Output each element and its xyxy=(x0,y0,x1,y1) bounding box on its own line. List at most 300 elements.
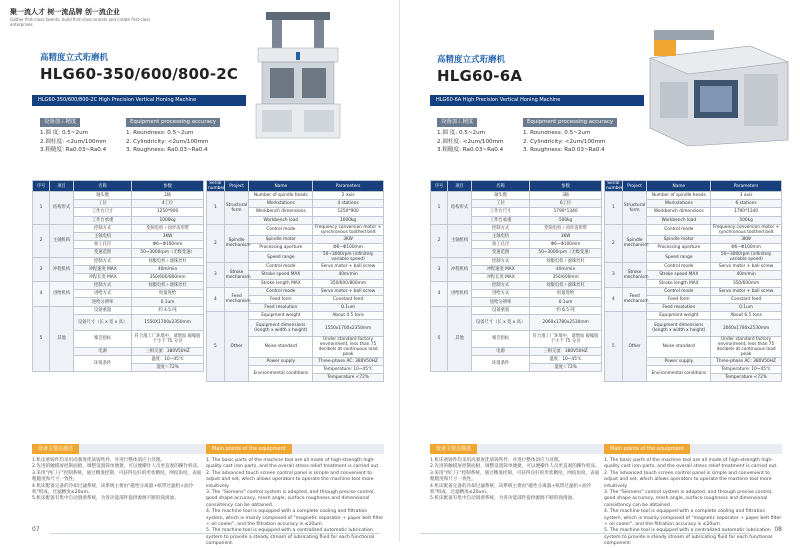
param-value: 3KW xyxy=(313,235,384,243)
param-value: Φ6~Φ100mm xyxy=(530,241,602,249)
table-row xyxy=(431,192,602,200)
advantage-item: 3.采用"西门子"控制系统，通过精准控制，可获得良好的形状精度，网纹角度，表面粗糙度和尺寸一致性。 xyxy=(430,470,600,483)
param-name: 环境条件 xyxy=(74,355,132,371)
accuracy-tag-en: Equipment processing accuracy xyxy=(126,118,220,127)
spec-table-en xyxy=(604,180,782,382)
table-row xyxy=(33,257,204,265)
accuracy-tag-cn: 设备加工精度 xyxy=(40,118,80,127)
advantages-bar-cn xyxy=(32,444,206,454)
param-name: 进给方式 xyxy=(472,290,530,298)
table-header-cell: Parameters xyxy=(313,181,384,192)
accuracy-item: 2. Cylindricity: <2um/100mm xyxy=(523,138,606,145)
advantages-text-cn xyxy=(32,458,204,503)
param-name: 冲程长度 MAX xyxy=(472,273,530,281)
accuracy-tag-en: Equipment processing accuracy xyxy=(523,118,617,127)
advantage-item: 4.机床配备完备的冷却过滤系统，该系统主要由"磁性分离器+纸带过滤机+油冷机"组成，过滤精度≤20um。 xyxy=(32,483,194,496)
param-value: 3 axis xyxy=(711,192,782,200)
param-name: Number of spindle heads xyxy=(647,192,711,200)
param-name: 加工孔径 xyxy=(74,241,132,249)
advantage-item: 2.先进的触摸屏控制面板，调整设置简单便捷，可以便操作人员更直观的操作机床。 xyxy=(430,464,600,470)
advantages-bar-en xyxy=(604,444,782,454)
table-header-cell: Project xyxy=(622,181,647,192)
param-name: 控制方式 xyxy=(472,257,530,265)
group-label: 主轴机构 xyxy=(448,224,472,257)
spec-table-en xyxy=(206,180,384,382)
page-right xyxy=(400,0,800,547)
group-label: Other xyxy=(622,312,647,382)
advantage-item: 2. The advanced touch screen control panel is simple and convenient to adjust and set, which allows operators to operate the machine tool more intuitively. xyxy=(604,470,772,489)
table-row xyxy=(207,192,384,200)
page-left xyxy=(0,0,400,547)
row-number: 5 xyxy=(33,306,50,372)
param-value: 1550X1700x2350mm xyxy=(132,314,204,330)
param-value: Temperature: 10~45℃ xyxy=(711,366,782,374)
advantages-tag-cn: 设备主要点描述 xyxy=(32,444,79,454)
param-name: 轴头数 xyxy=(74,192,132,200)
param-value: 约 6.5 吨 xyxy=(530,306,602,314)
param-value: 1790*1340 xyxy=(530,208,602,216)
footer-rule xyxy=(420,533,750,534)
advantages-tag-en: Main points of the equipment xyxy=(604,444,690,454)
accuracy-list-cn xyxy=(40,129,106,155)
param-value: 0.1um xyxy=(132,298,204,306)
param-value: 350/600/800mm xyxy=(313,279,384,287)
group-label: 进给机构 xyxy=(448,282,472,307)
param-value: Φ6~Φ100mm xyxy=(132,241,204,249)
param-value: Constant feed xyxy=(711,295,782,303)
param-value: 3KW xyxy=(530,232,602,240)
group-label: 冲程机构 xyxy=(448,257,472,282)
param-value: 0.1um xyxy=(313,304,384,312)
table-row xyxy=(605,224,782,235)
param-value: 2轴 xyxy=(132,192,204,200)
table-row xyxy=(431,282,602,290)
param-name: 控制方式 xyxy=(74,224,132,232)
accuracy-item: 2. Cylindricity: <2um/100mm xyxy=(126,138,209,145)
param-name: Control mode xyxy=(249,287,313,295)
param-value: 符合准工厂环境中，请增加 载噪值于小于 75 分贝 xyxy=(530,331,602,347)
table-header-cell: 序号 xyxy=(33,181,50,192)
table-header-cell: Serial number xyxy=(208,181,225,191)
param-name: Number of spindle heads xyxy=(249,192,313,200)
row-number: 2 xyxy=(431,224,448,257)
product-title-cn: 高精度立式珩磨机 xyxy=(437,55,506,65)
param-value: Servo motor + ball screw xyxy=(711,263,782,271)
advantage-item: 3. The "Siemens" control system is adopted, and through precise control, good shape accuracy, mesh angle, surface roughness and dimensional consistency can be obtained. xyxy=(206,490,375,508)
table-header-cell: 项目 xyxy=(50,181,74,192)
param-name: 控制方式 xyxy=(472,282,530,290)
product-banner: HLG60-6A High Precision Vertical Honing Machine xyxy=(430,95,644,106)
param-value: Temperature: 10~45℃ xyxy=(313,366,384,374)
param-name: 进给方式 xyxy=(74,290,132,298)
slogan-cn: 聚一流人才 树一流品牌 创一流企业 xyxy=(10,8,120,16)
param-value: 50~3000rpm (infinitely variable speed) xyxy=(313,252,384,263)
row-number: 1 xyxy=(207,192,225,225)
param-name: Feed resolution xyxy=(249,304,313,312)
table-row xyxy=(33,282,204,290)
row-number: 2 xyxy=(207,224,225,262)
param-name: 噪音指标 xyxy=(472,331,530,347)
param-name: 冲程速度 MAX xyxy=(472,265,530,273)
advantage-item: 5. The machine tool is equipped with a centralized automatic lubrication system to provide a steady stream of lubricating fluid for each functional component. xyxy=(604,528,773,547)
param-value: 4工位 xyxy=(132,200,204,208)
param-name: Stroke speed MAX xyxy=(647,271,711,279)
param-value: 350/600mm xyxy=(711,279,782,287)
param-name: Workbench dimensions xyxy=(647,208,711,216)
table-row xyxy=(207,263,384,271)
param-value: 伺服电机＋滚珠丝杠 xyxy=(132,257,204,265)
slogan-en: Gather first-class talents, build first-class brands and create first-class enterprises xyxy=(10,17,151,27)
spec-table-cn xyxy=(430,180,602,372)
row-number: 3 xyxy=(33,257,50,282)
param-value: 恒量进给 xyxy=(530,290,602,298)
param-value: 2060x1780x2530mm xyxy=(711,320,782,336)
machine-image-left xyxy=(252,12,344,140)
advantage-item: 3.采用"西门子"控制系统，通过精准控制，可获得良好的形状精度，网纹角度，表面粗糙度和尺寸一致性。 xyxy=(32,470,202,483)
param-name: Stroke speed MAX xyxy=(249,271,313,279)
accuracy-item: 1.圆 度: 0.5~2um xyxy=(437,130,486,136)
param-name: Control mode xyxy=(647,263,711,271)
table-header-cell: 参数 xyxy=(132,181,204,192)
advantage-item: 2.先进的触摸屏控制面板，调整设置简单便捷，可以便操作人员更直观的操作机床。 xyxy=(32,464,202,470)
param-value: Frequency conversion motor + synchronous toothed belt xyxy=(711,224,782,235)
group-label: Other xyxy=(224,312,249,382)
slogan xyxy=(10,8,160,27)
table-row xyxy=(605,192,782,200)
param-name: 冲程速度 MAX xyxy=(74,265,132,273)
group-label: 进给机构 xyxy=(50,282,74,307)
advantage-item: 1. The basic parts of the machine tool are all made of high-strength high-quality cast iron parts, and the overall stress relief treatment is carried out. xyxy=(206,458,380,470)
param-name: 控制方式 xyxy=(472,224,530,232)
table-header-cell: 参数 xyxy=(530,181,602,192)
param-value: 湿度＜72% xyxy=(132,363,204,371)
param-value: Φ6~Φ100mm xyxy=(313,243,384,251)
param-name: Noise standard xyxy=(249,336,313,357)
param-name: Stroke length MAX xyxy=(249,279,313,287)
param-value: 伺服电机＋滚珠丝杠 xyxy=(132,282,204,290)
table-row xyxy=(431,257,602,265)
param-value: 1550x1700x2350mm xyxy=(313,320,384,336)
group-label: 结构形式 xyxy=(448,192,472,225)
param-name: Feed form xyxy=(647,295,711,303)
param-name: Speed range xyxy=(249,252,313,263)
param-value: 40m/min xyxy=(530,265,602,273)
param-value: 6工位 xyxy=(530,200,602,208)
advantage-item: 1.机床重铸件均采用高强度优质铸铁件，并进行整体消应力处理。 xyxy=(430,458,564,463)
advantage-item: 2. The advanced touch screen control panel is simple and convenient to adjust and set, which allows operators to operate the machine tool more intuitively. xyxy=(206,470,374,489)
group-label: 主轴机构 xyxy=(50,224,74,257)
group-label: 其他 xyxy=(50,306,74,372)
param-name: Processing aperture xyxy=(249,243,313,251)
row-number: 3 xyxy=(605,263,623,288)
param-value: 500kg xyxy=(530,216,602,224)
page-number: 08 xyxy=(774,526,782,533)
row-number: 4 xyxy=(605,287,623,312)
table-row xyxy=(431,306,602,314)
param-value: 2 axis xyxy=(313,192,384,200)
row-number: 5 xyxy=(207,312,225,382)
param-name: 噪音指标 xyxy=(74,331,132,347)
group-label: Spindle mechanism xyxy=(622,224,647,262)
param-name: Environmental conditions xyxy=(647,366,711,382)
param-value: 4 stations xyxy=(313,200,384,208)
accuracy-item: 3.粗糙度: Ra0.03~Ra0.4 xyxy=(437,147,504,153)
param-name: 控制方式 xyxy=(74,282,132,290)
param-value: 约 4.5 吨 xyxy=(132,306,204,314)
group-label: Stroke mechanism xyxy=(622,263,647,288)
accuracy-tag-cn: 设备加工精度 xyxy=(437,118,477,127)
param-value: 三相交流：380V50HZ xyxy=(530,347,602,355)
group-label: 冲程机构 xyxy=(50,257,74,282)
table-row xyxy=(605,312,782,320)
param-value: 1790*1340 xyxy=(711,208,782,216)
param-name: Speed range xyxy=(647,252,711,263)
param-value: 40m/min xyxy=(313,271,384,279)
param-value: 3KW xyxy=(132,232,204,240)
param-name: 变速范围 xyxy=(74,249,132,257)
param-name: Stroke length MAX xyxy=(647,279,711,287)
param-value: 温度：10~45℃ xyxy=(132,355,204,363)
param-name: Control mode xyxy=(249,263,313,271)
param-name: Workbench load xyxy=(249,216,313,224)
param-value: 40m/min xyxy=(711,271,782,279)
page-number: 07 xyxy=(32,526,40,533)
advantages-tag-en: Main points of the equipment xyxy=(206,444,292,454)
group-label: Stroke mechanism xyxy=(224,263,249,288)
param-value: 500kg xyxy=(711,216,782,224)
param-value: 温度：10~45℃ xyxy=(530,355,602,363)
param-name: Control mode xyxy=(249,224,313,235)
param-name: 轴头数 xyxy=(472,192,530,200)
table-header-cell: Serial number xyxy=(606,181,623,191)
table-row xyxy=(33,224,204,232)
param-name: 冲程长度 MAX xyxy=(74,273,132,281)
table-header-cell: 序号 xyxy=(431,181,448,192)
param-value: Under standard factory environment, less than 75 decibels at continuous load peak xyxy=(711,336,782,357)
param-value: 三相交流：380V50HZ xyxy=(132,347,204,355)
product-banner: HLG60-350/600/800-2C High Precision Vertical Honing Machine xyxy=(32,95,246,106)
param-name: Environmental conditions xyxy=(249,366,313,382)
table-row xyxy=(33,192,204,200)
param-value: Servo motor + ball screw xyxy=(313,263,384,271)
param-value: 40m/min xyxy=(132,265,204,273)
advantages-text-en xyxy=(206,458,384,548)
param-name: 环境条件 xyxy=(472,355,530,371)
row-number: 1 xyxy=(431,192,448,225)
accuracy-list-cn xyxy=(437,129,503,155)
param-value: Three-phase AC: 380V50HZ xyxy=(711,357,782,365)
param-name: 工作台尺寸 xyxy=(74,208,132,216)
table-row xyxy=(207,312,384,320)
product-model: HLG60-6A xyxy=(437,67,523,85)
param-value: 50~3000rpm (infinitely variable speed) xyxy=(711,252,782,263)
param-name: Equipment weight xyxy=(249,312,313,320)
param-value: 伺服电机＋滚珠丝杠 xyxy=(530,257,602,265)
param-name: Equipment weight xyxy=(647,312,711,320)
param-name: Workbench dimensions xyxy=(249,208,313,216)
table-row xyxy=(207,224,384,235)
param-name: Equipment dimensions (length x width x height) xyxy=(647,320,711,336)
table-row xyxy=(605,263,782,271)
param-name: Noise standard xyxy=(647,336,711,357)
param-value: 1250*900 xyxy=(132,208,204,216)
param-value: Constant feed xyxy=(313,295,384,303)
param-value: 2060x1780x2530mm xyxy=(530,314,602,330)
param-value: 350/600mm xyxy=(530,273,602,281)
footer-rule xyxy=(50,533,380,534)
table-header-cell: 名称 xyxy=(472,181,530,192)
accuracy-list-en xyxy=(523,129,605,155)
table-header-cell: Parameters xyxy=(711,181,782,192)
table-header-cell: 项目 xyxy=(448,181,472,192)
row-number: 2 xyxy=(605,224,623,262)
advantage-item: 5. The machine tool is equipped with a centralized automatic lubrication system to provide a steady stream of lubricating fluid for each functional component. xyxy=(206,528,375,547)
param-name: 设备尺寸（长 x 宽 x 高） xyxy=(74,314,132,330)
param-value: 6 stations xyxy=(711,200,782,208)
row-number: 1 xyxy=(605,192,623,225)
advantage-item: 1.机床重铸件均采用高强度优质铸铁件，并进行整体消应力处理。 xyxy=(32,458,166,463)
product-title-right xyxy=(437,55,522,86)
advantage-item: 3. The "Siemens" control system is adopted, and through precise control, good shape accuracy, mesh angle, surface roughness and dimensional consistency can be obtained. xyxy=(604,490,773,508)
param-name: 电源 xyxy=(472,347,530,355)
param-name: 工位 xyxy=(74,200,132,208)
table-row xyxy=(33,306,204,314)
row-number: 3 xyxy=(207,263,225,288)
accuracy-list-en xyxy=(126,129,208,155)
accuracy-item: 2.圆柱度: <2um/100mm xyxy=(437,138,504,145)
param-name: Control mode xyxy=(647,287,711,295)
param-value: Servo motor + ball screw xyxy=(313,287,384,295)
param-value: 伺服电机＋滚珠丝杠 xyxy=(530,282,602,290)
param-name: 工作台承重 xyxy=(74,216,132,224)
param-value: Servo motor + ball screw xyxy=(711,287,782,295)
advantage-item: 4. The machine tool is equipped with a complete cooling and filtration system, which is mainly composed of "magnetic separator + paper belt filter + oil cooler", and the filtration accuracy is ≤20um. xyxy=(604,509,782,528)
param-name: Control mode xyxy=(647,224,711,235)
group-label: 其他 xyxy=(448,306,472,372)
group-label: Feed mechanism xyxy=(224,287,249,312)
param-name: 设备重量 xyxy=(74,306,132,314)
group-label: 结构形式 xyxy=(50,192,74,225)
table-header-cell: Name xyxy=(249,181,313,192)
advantage-item: 1. The basic parts of the machine tool are all made of high-strength high-quality cast iron parts, and the overall stress relief treatment is carried out. xyxy=(604,458,778,470)
advantage-item: 4.机床配备完备的冷却过滤系统，该系统主要由"磁性分离器+纸带过滤机+油冷机"组成，过滤精度≤20um。 xyxy=(430,483,592,496)
group-label: Spindle mechanism xyxy=(224,224,249,262)
param-name: Spindle motor xyxy=(647,235,711,243)
advantages-text-cn xyxy=(430,458,602,503)
param-name: 工作台承重 xyxy=(472,216,530,224)
param-value: 50~3000rpm（无级变速） xyxy=(132,249,204,257)
param-name: 变速范围 xyxy=(472,249,530,257)
param-value: 符合准工厂环境中，请增加 载噪值于小于 75 分贝 xyxy=(132,331,204,347)
param-value: About 4.5 tons xyxy=(313,312,384,320)
param-value: 湿度＜72% xyxy=(530,363,602,371)
param-name: 工作台尺寸 xyxy=(472,208,530,216)
table-row xyxy=(605,287,782,295)
group-label: Structural form xyxy=(622,192,647,225)
product-title-cn: 高精度立式珩磨机 xyxy=(40,53,109,63)
accuracy-item: 2.圆柱度: <2um/100mm xyxy=(40,138,107,145)
advantages-bar-cn xyxy=(430,444,604,454)
row-number: 3 xyxy=(431,257,448,282)
accuracy-item: 3.粗糙度: Ra0.03~Ra0.4 xyxy=(40,147,107,153)
advantages-tag-cn: 设备主要点描述 xyxy=(430,444,477,454)
param-name: 主轴电机 xyxy=(472,232,530,240)
param-value: Temperature <72% xyxy=(711,374,782,382)
advantages-bar-en xyxy=(206,444,384,454)
param-name: Workbench load xyxy=(647,216,711,224)
param-name: Workstations xyxy=(647,200,711,208)
advantage-item: 4. The machine tool is equipped with a complete cooling and filtration system, which is mainly composed of "magnetic separator + paper belt filter + oil cooler", and the filtration accuracy is ≤20um. xyxy=(206,509,384,528)
accuracy-item: 3. Roughness: Ra0.03~Ra0.4 xyxy=(523,147,605,153)
product-title-left xyxy=(40,53,238,84)
accuracy-item: 3. Roughness: Ra0.03~Ra0.4 xyxy=(126,147,208,153)
table-row xyxy=(207,287,384,295)
param-name: 加工孔径 xyxy=(472,241,530,249)
machine-image-right xyxy=(640,28,790,148)
group-label: Structural form xyxy=(224,192,249,225)
param-value: 3轴 xyxy=(530,192,602,200)
param-value: 3KW xyxy=(711,235,782,243)
row-number: 1 xyxy=(33,192,50,225)
param-value: Temperature <72% xyxy=(313,374,384,382)
accuracy-item: 1. Roundness: 0.5~2um xyxy=(126,130,194,136)
param-value: Three-phase AC: 380V50HZ xyxy=(313,357,384,365)
param-name: Power supply xyxy=(647,357,711,365)
param-value: 变频电机＋同步齿形带 xyxy=(530,224,602,232)
param-name: 进给分辨率 xyxy=(472,298,530,306)
spec-table-cn xyxy=(32,180,204,372)
group-label: Feed mechanism xyxy=(622,287,647,312)
param-value: 50~3000rpm（无级变速） xyxy=(530,249,602,257)
param-name: Spindle motor xyxy=(249,235,313,243)
param-value: 0.1um xyxy=(530,298,602,306)
row-number: 4 xyxy=(207,287,225,312)
table-header-cell: Name xyxy=(647,181,711,192)
param-name: Feed resolution xyxy=(647,304,711,312)
param-name: Processing aperture xyxy=(647,243,711,251)
advantages-text-en xyxy=(604,458,782,548)
table-header-cell: Project xyxy=(224,181,249,192)
accuracy-item: 1. Roundness: 0.5~2um xyxy=(523,130,591,136)
param-name: 控制方式 xyxy=(74,257,132,265)
param-value: Under standard factory environment, less than 75 decibels at continuous load peak xyxy=(313,336,384,357)
param-value: 1000kg xyxy=(132,216,204,224)
advantage-item: 5.机床配备有集中自动润滑系统，为各功能部件提供源源不断的润滑油。 xyxy=(430,496,577,502)
param-value: Φ6~Φ100mm xyxy=(711,243,782,251)
param-value: 1250*900 xyxy=(313,208,384,216)
param-name: 主轴电机 xyxy=(74,232,132,240)
param-name: 进给分辨率 xyxy=(74,298,132,306)
row-number: 4 xyxy=(33,282,50,307)
param-name: 电源 xyxy=(74,347,132,355)
param-value: 恒量进给 xyxy=(132,290,204,298)
param-name: 工位 xyxy=(472,200,530,208)
param-value: 1000kg xyxy=(313,216,384,224)
row-number: 4 xyxy=(431,282,448,307)
param-name: Equipment dimensions (length x width x height) xyxy=(249,320,313,336)
table-header-cell: 名称 xyxy=(74,181,132,192)
param-value: 0.1um xyxy=(711,304,782,312)
accuracy-item: 1.圆 度: 0.5~2um xyxy=(40,130,89,136)
param-value: About 6.5 tons xyxy=(711,312,782,320)
row-number: 5 xyxy=(431,306,448,372)
param-name: 设备重量 xyxy=(472,306,530,314)
row-number: 2 xyxy=(33,224,50,257)
advantage-item: 5.机床配备有集中自动润滑系统，为各功能部件提供源源不断的润滑油。 xyxy=(32,496,179,502)
param-value: 350/600/800mm xyxy=(132,273,204,281)
table-row xyxy=(431,224,602,232)
param-value: 变频电机＋同步齿形带 xyxy=(132,224,204,232)
